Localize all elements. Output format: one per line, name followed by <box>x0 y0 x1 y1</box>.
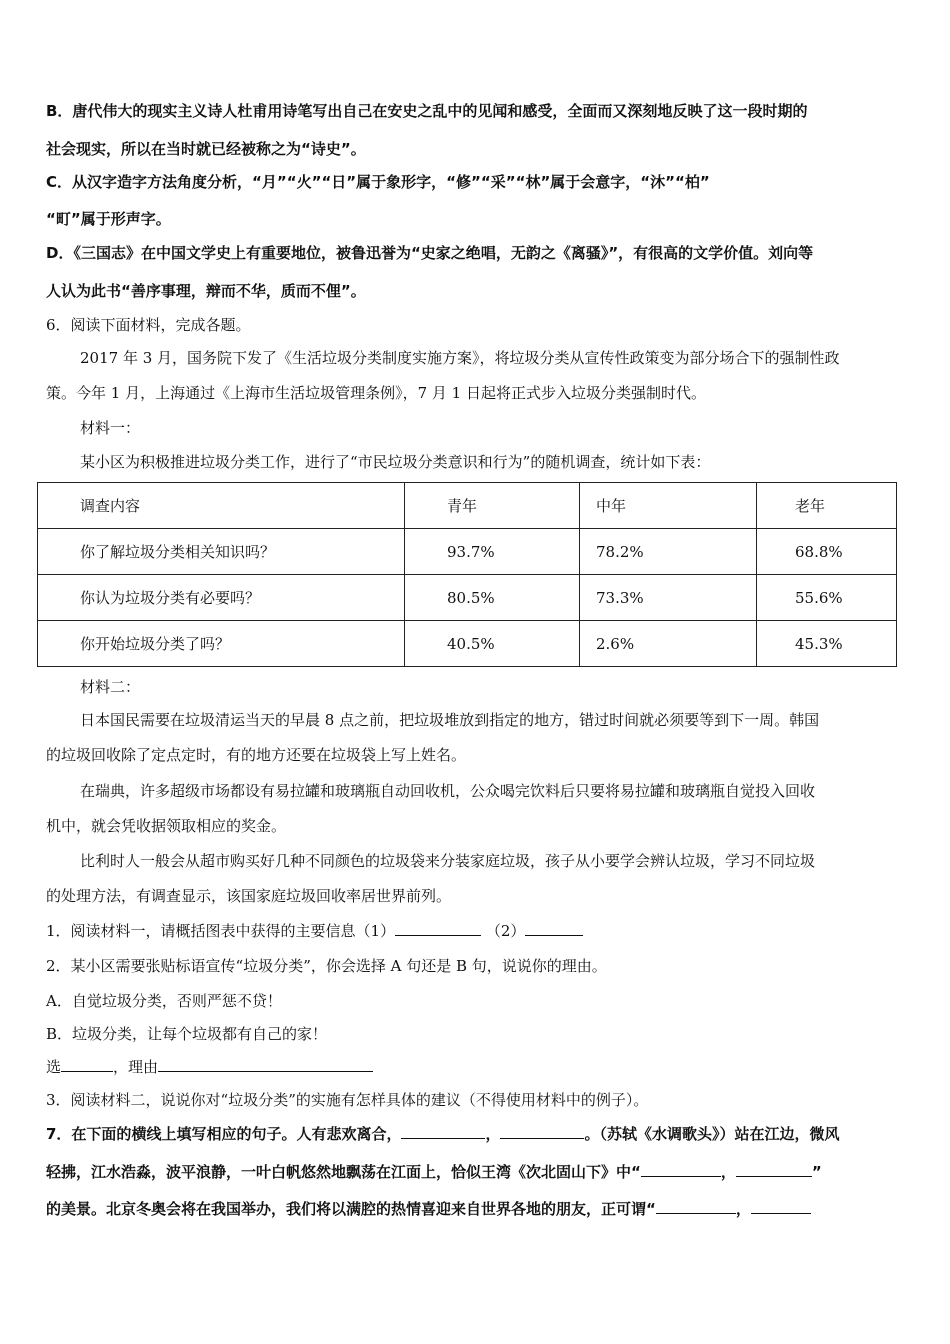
table-cell: 你开始垃圾分类了吗？ <box>38 621 405 667</box>
reason-label: ，理由 <box>113 1058 159 1076</box>
answer-blank[interactable] <box>641 1162 721 1177</box>
question-7-line-1 <box>46 1124 839 1144</box>
q7-line-2-part-c: ” <box>811 1163 822 1181</box>
q6-intro-line-1: 2017 年 3 月，国务院下发了《生活垃圾分类制度实施方案》，将垃圾分类从宣传性政策变为部分场合下的强制性政 <box>80 349 840 367</box>
table-header-cell: 中年 <box>580 483 757 529</box>
q7-line-2-part-a: 轻拂，江水浩淼，波平浪静，一叶白帆悠然地飘荡在江面上，恰似王湾《次北固山下》中“ <box>46 1163 641 1181</box>
table-cell: 40.5% <box>405 621 580 667</box>
q6-intro-line-2: 策。今年 1 月，上海通过《上海市生活垃圾管理条例》，7 月 1 日起将正式步入垃圾分类强制时代。 <box>46 384 706 402</box>
q7-line-1-part-b: ， <box>485 1125 501 1143</box>
answer-blank[interactable] <box>500 1124 584 1139</box>
answer-blank[interactable] <box>395 921 481 936</box>
sub-question-1 <box>46 921 583 941</box>
slogan-option-a: A．自觉垃圾分类，否则严惩不贷！ <box>46 992 282 1010</box>
table-cell: 45.3% <box>757 621 897 667</box>
slogan-option-b: B．垃圾分类，让每个垃圾都有自己的家！ <box>46 1025 328 1043</box>
table-cell: 你了解垃圾分类相关知识吗？ <box>38 529 405 575</box>
sub-question-1-text: 1．阅读材料一，请概括图表中获得的主要信息（1） <box>46 922 396 940</box>
table-cell: 93.7% <box>405 529 580 575</box>
option-d-line-1: D．《三国志》在中国文学史上有重要地位，被鲁迅誉为“史家之绝唱，无韵之《离骚》”，有很高的文学价值。刘向等 <box>46 244 814 262</box>
q7-line-2-part-b: ， <box>720 1163 736 1181</box>
sub-question-2: 2．某小区需要张贴标语宣传“垃圾分类”，你会选择 A 句还是 B 句，说说你的理由。 <box>46 957 607 975</box>
option-d-line-2: 人认为此书“善序事理，辩而不华，质而不俚”。 <box>46 282 366 300</box>
table-header-cell: 老年 <box>757 483 897 529</box>
table-header-row <box>38 483 897 529</box>
option-b-line-1: B．唐代伟大的现实主义诗人杜甫用诗笔写出自己在安史之乱中的见闻和感受，全面而又深刻地反映了这一段时期的 <box>46 102 808 120</box>
q7-line-3-part-a: 的美景。北京冬奥会将在我国举办，我们将以满腔的热情喜迎来自世界各地的朋友，正可谓“ <box>46 1200 656 1218</box>
option-c-line-2: “町”属于形声字。 <box>46 210 171 228</box>
answer-blank[interactable] <box>751 1199 811 1214</box>
material-2-p2-line-2: 机中，就会凭收据领取相应的奖金。 <box>46 817 287 835</box>
table-cell: 55.6% <box>757 575 897 621</box>
answer-blank[interactable] <box>656 1199 736 1214</box>
sub-question-1-mid: （2） <box>485 922 526 940</box>
choice-line <box>46 1057 373 1077</box>
table-row <box>38 621 897 667</box>
option-c-line-1: C．从汉字造字方法角度分析，“月”“火”“日”属于象形字，“修”“采”“林”属于会意字，“沐”“柏” <box>46 173 710 191</box>
answer-blank[interactable] <box>525 921 583 936</box>
table-row <box>38 529 897 575</box>
table-cell: 你认为垃圾分类有必要吗？ <box>38 575 405 621</box>
question-6-title: 6．阅读下面材料，完成各题。 <box>46 316 251 334</box>
option-b-line-2: 社会现实，所以在当时就已经被称之为“诗史”。 <box>46 140 366 158</box>
material-2-p2-line-1: 在瑞典，许多超级市场都设有易拉罐和玻璃瓶自动回收机，公众喝完饮料后只要将易拉罐和玻璃瓶自觉投入回收 <box>80 782 816 800</box>
sub-question-3: 3．阅读材料二，说说你对“垃圾分类”的实施有怎样具体的建议（不得使用材料中的例子）。 <box>46 1091 649 1109</box>
table-header-cell: 青年 <box>405 483 580 529</box>
table-cell: 68.8% <box>757 529 897 575</box>
q7-line-3-part-b: ， <box>735 1200 751 1218</box>
material-1-label: 材料一： <box>80 419 141 437</box>
material-2-p3-line-1: 比利时人一般会从超市购买好几种不同颜色的垃圾袋来分装家庭垃圾，孩子从小要学会辨认垃圾，学习不同垃圾 <box>80 852 816 870</box>
material-1-text: 某小区为积极推进垃圾分类工作，进行了“市民垃圾分类意识和行为”的随机调查，统计如下表： <box>80 453 711 471</box>
answer-blank[interactable] <box>736 1162 812 1177</box>
material-2-p3-line-2: 的处理方法，有调查显示，该国家庭垃圾回收率居世界前列。 <box>46 887 452 905</box>
table-cell: 80.5% <box>405 575 580 621</box>
table-cell: 2.6% <box>580 621 757 667</box>
material-2-label: 材料二： <box>80 678 141 696</box>
q7-line-1-part-a: 7．在下面的横线上填写相应的句子。人有悲欢离合， <box>46 1125 402 1143</box>
table-cell: 73.3% <box>580 575 757 621</box>
survey-table <box>37 482 897 667</box>
table-cell: 78.2% <box>580 529 757 575</box>
material-2-p1-line-2: 的垃圾回收除了定点定时，有的地方还要在垃圾袋上写上姓名。 <box>46 746 467 764</box>
choose-label: 选 <box>46 1058 62 1076</box>
table-row <box>38 575 897 621</box>
question-7-line-2 <box>46 1162 822 1182</box>
table-header-cell: 调查内容 <box>38 483 405 529</box>
q7-line-1-part-c: 。（苏轼《水调歌头》）站在江边，微风 <box>584 1125 840 1143</box>
material-2-p1-line-1: 日本国民需要在垃圾清运当天的早晨 8 点之前，把垃圾堆放到指定的地方，错过时间就必须要等到下一周。韩国 <box>80 711 820 729</box>
question-7-line-3 <box>46 1199 811 1219</box>
reason-blank[interactable] <box>158 1057 373 1072</box>
answer-blank[interactable] <box>401 1124 485 1139</box>
choice-blank[interactable] <box>61 1057 113 1072</box>
